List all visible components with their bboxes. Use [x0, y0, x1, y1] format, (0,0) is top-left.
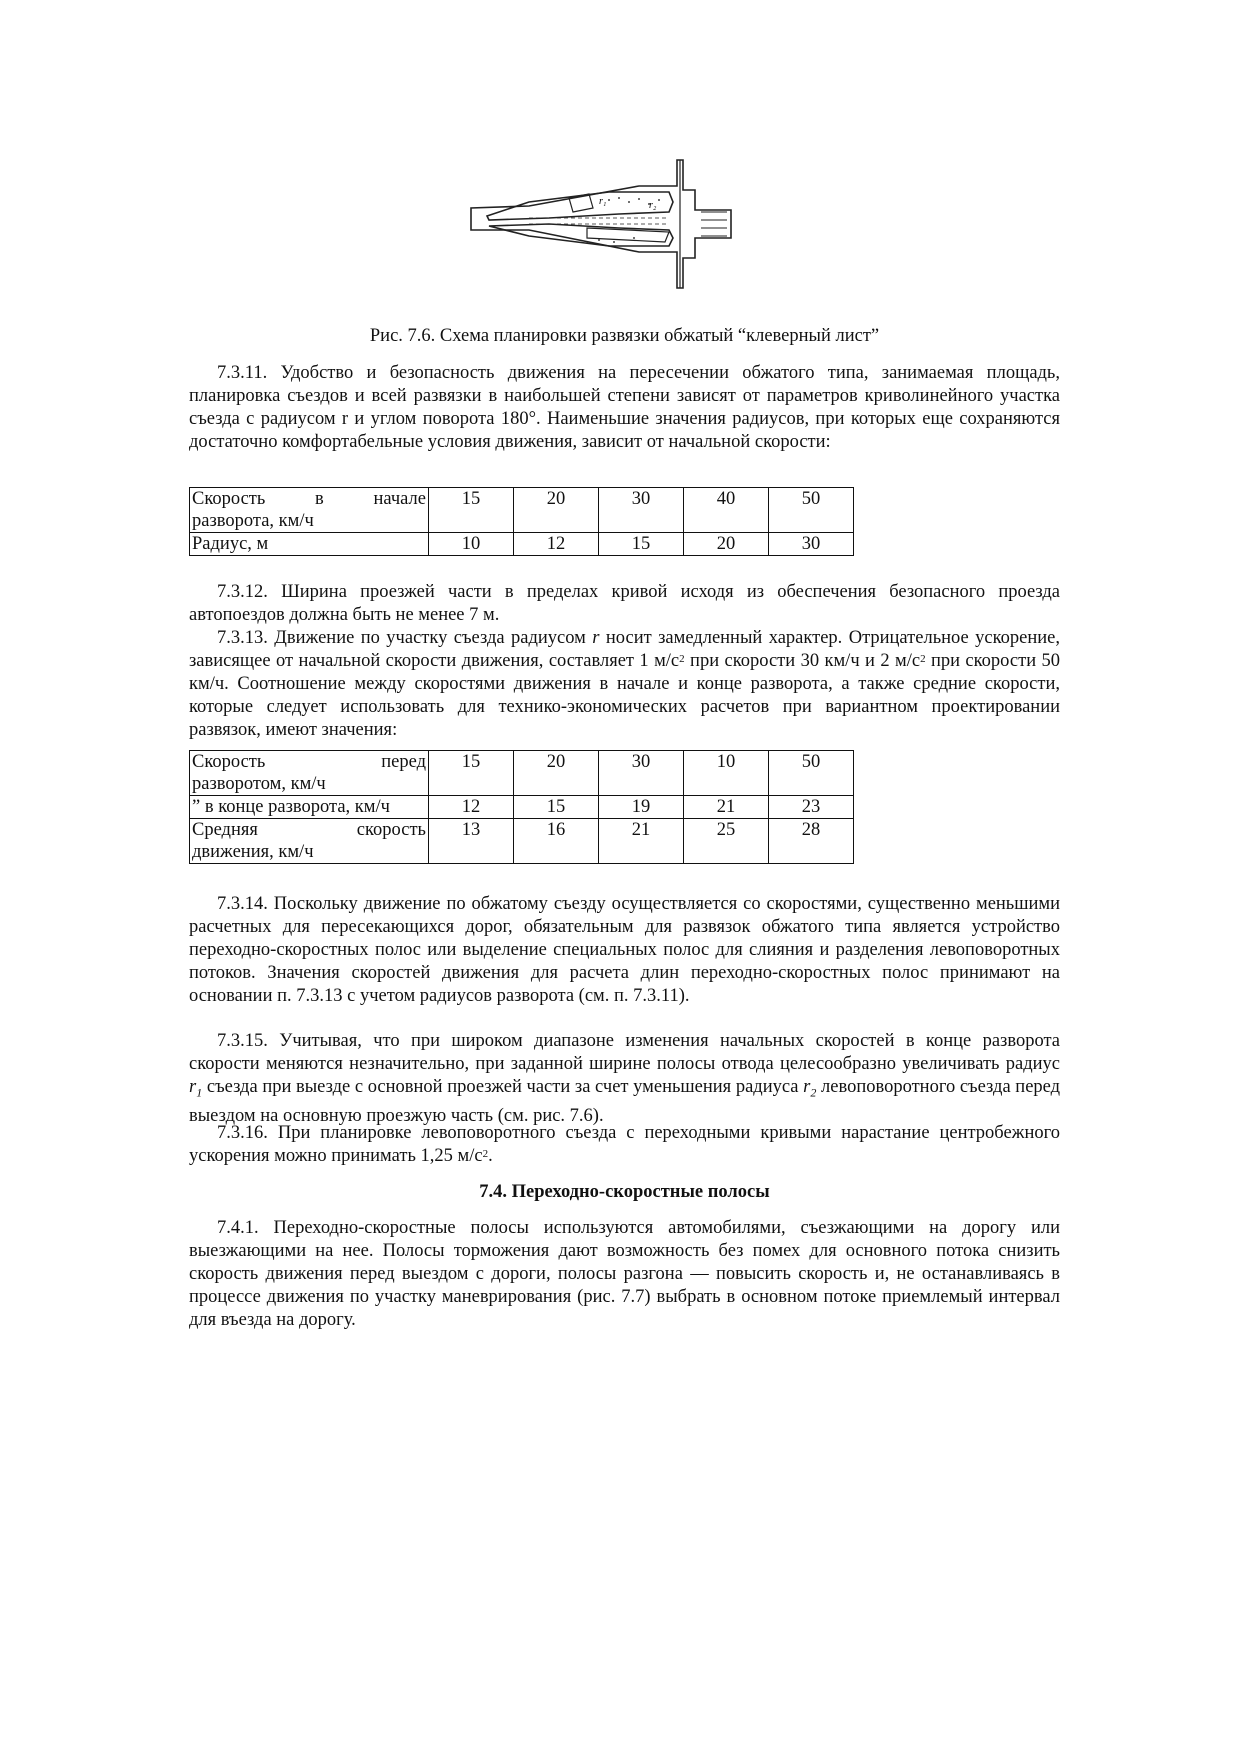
table-cell: 15	[514, 796, 599, 819]
interchange-diagram	[469, 150, 779, 305]
table-cell: 16	[514, 819, 599, 864]
table-cell-label: Скорость в начале разворота, км/ч	[190, 488, 429, 533]
paragraph-7-3-15: 7.3.15. Учитывая, что при широком диапазоне изменения начальных скоростей в конце разворота скорости меняются незначительно, при заданной ширине полосы отвода целесообразно увеличивать радиус $r_1$ съезда при выезде с основной проезжей части за счет уменьшения радиуса $r_2$ левоповоротного съезда перед выездом на основную проезжую часть (см. рис. 7.6).	[189, 1031, 1061, 1126]
table-cell: 30	[599, 488, 684, 533]
table-cell: 50	[769, 488, 854, 533]
table-cell-label: Радиус, м	[190, 533, 429, 556]
table-cell: 30	[769, 533, 854, 556]
table-cell: 13	[429, 819, 514, 864]
table-row	[190, 796, 854, 819]
table-cell: 21	[684, 796, 769, 819]
table-cell: 20	[514, 488, 599, 533]
table-cell: 25	[684, 819, 769, 864]
table-row	[190, 819, 854, 864]
table-cell: 19	[599, 796, 684, 819]
table-cell: 30	[599, 751, 684, 796]
table-cell: 21	[599, 819, 684, 864]
paragraph-7-3-14	[189, 893, 1060, 1008]
table-cell: 28	[769, 819, 854, 864]
table-cell: 15	[429, 751, 514, 796]
table-cell-label: Средняя скорость движения, км/ч	[190, 819, 429, 864]
table-cell: 10	[429, 533, 514, 556]
r2-label: r₂	[649, 200, 657, 211]
table-cell: 12	[514, 533, 599, 556]
radius-table	[189, 487, 854, 556]
table-cell: 12	[429, 796, 514, 819]
table-cell: 40	[684, 488, 769, 533]
paragraph-7-3-16: 7.3.16. При планировке левоповоротного съезда с переходными кривыми нарастание центробежного ускорения можно принимать 1,25 $м/с^2$.	[189, 1123, 1060, 1166]
table-cell-label: Скорость перед разворотом, км/ч	[190, 751, 429, 796]
table-cell: 10	[684, 751, 769, 796]
table-row	[190, 751, 854, 796]
table-cell: 15	[599, 533, 684, 556]
paragraph-7-4-1	[189, 1217, 1060, 1332]
paragraph-text: 7.3.14. Поскольку движение по обжатому съезду осуществляется со скоростями, существенно меньшими расчетных для пересекающихся дорог, обязательным для развязок обжатого типа является устройство переходно-скоростных полос или выделение специальных полос для слияния и разделения левоповоротных потоков. Значения скоростей движения для расчета длин переходно-скоростных полос принимают на основании п. 7.3.13 с учетом радиусов разворота (см. п. 7.3.11).	[189, 894, 1060, 1006]
table-row	[190, 533, 854, 556]
paragraph-text: 7.3.11. Удобство и безопасность движения на пересечении обжатого типа, занимаемая площадь, планировка съездов и всей развязки в наибольшей степени зависят от параметров криволинейного участка съезда с радиусом r и углом поворота 180°. Наименьшие значения радиусов, при которых еще сохраняются достаточно комфортабельные условия движения, зависит от начальной скорости:	[189, 363, 1060, 452]
figure-caption: Рис. 7.6. Схема планировки развязки обжатый “клеверный лист”	[369, 326, 880, 346]
table-cell-label: ” в конце разворота, км/ч	[190, 796, 429, 819]
table-cell: 23	[769, 796, 854, 819]
table-cell: 15	[429, 488, 514, 533]
table-row	[190, 488, 854, 533]
paragraph-text: 7.4.1. Переходно-скоростные полосы используются автомобилями, съезжающими на дорогу или выезжающими на нее. Полосы торможения дают возможность без помех для основного потока снизить скорость движения перед выездом с дороги, полосы разгона — повысить скорость и, не останавливаясь в процессе движения по участку маневрирования (рис. 7.7) выбрать в основном потоке приемлемый интервал для въезда на дорогу.	[189, 1218, 1060, 1330]
r1-label: r₁	[599, 196, 607, 207]
paragraph-text: 7.3.12. Ширина проезжей части в пределах кривой исходя из обеспечения безопасного проезда автопоездов должна быть не менее 7 м.	[189, 582, 1060, 625]
paragraph-7-3-13: 7.3.13. Движение по участку съезда радиусом r носит замедленный характер. Отрицательное ускорение, зависящее от начальной скорости движения, составляет 1 $м/с^2$ при скорости 30 км/ч и 2 $м/с^2$ при скорости 50 км/ч. Соотношение между скоростями движения в начале и конце разворота, а также средние скорости, которые следует использовать для технико-экономических расчетов при вариантном проектировании развязок, имеют значения:	[189, 628, 1060, 740]
paragraph-7-3-12	[189, 581, 1060, 627]
speed-table	[189, 750, 854, 864]
paragraph-7-3-11	[189, 362, 1060, 454]
section-heading: 7.4. Переходно-скоростные полосы	[479, 1182, 770, 1202]
table-cell: 20	[514, 751, 599, 796]
table-cell: 20	[684, 533, 769, 556]
table-cell: 50	[769, 751, 854, 796]
